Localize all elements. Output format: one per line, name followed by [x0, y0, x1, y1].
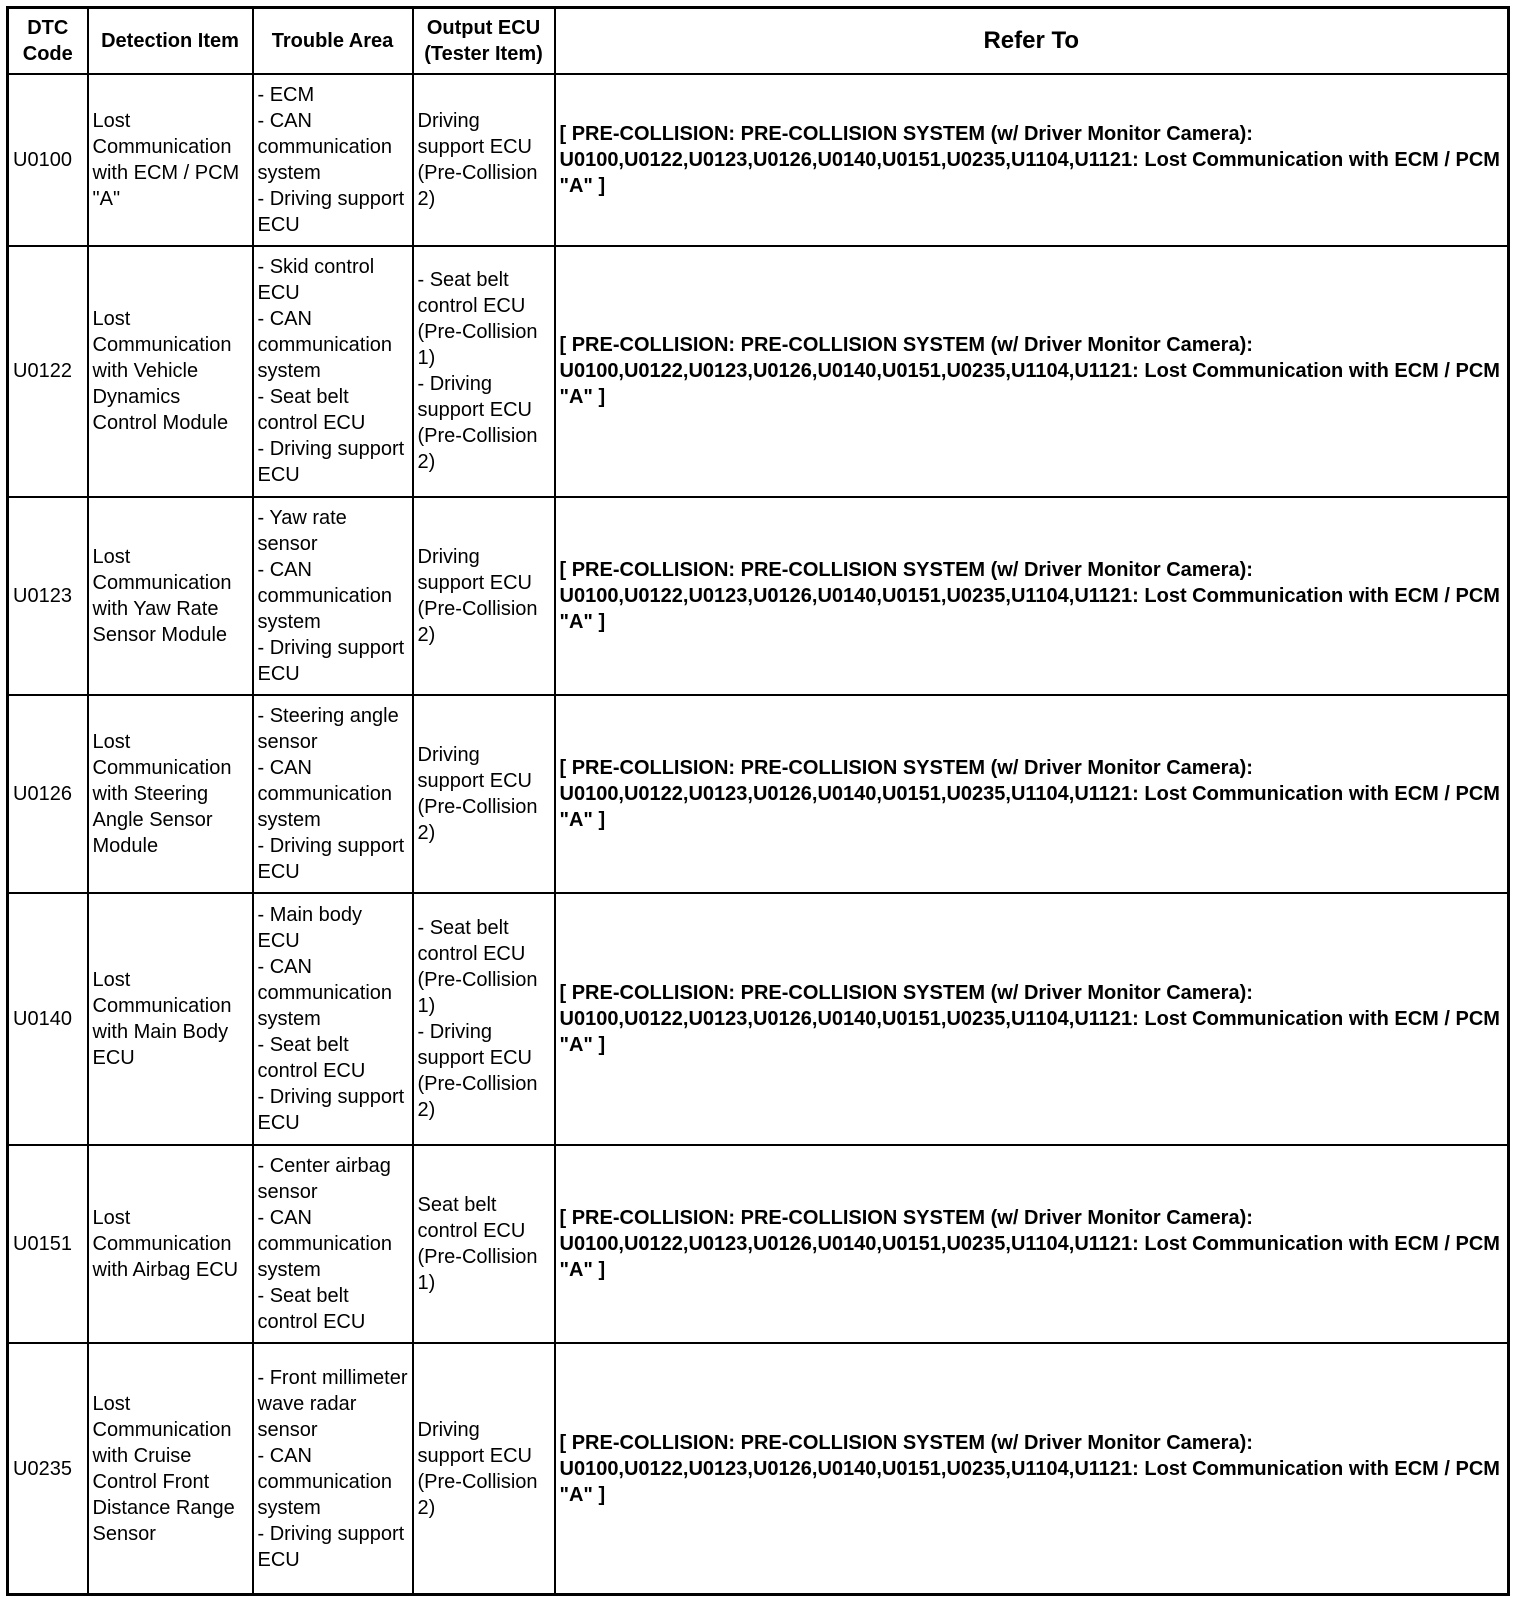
- header-output-ecu: [413, 8, 555, 75]
- output-ecu-cell: [413, 246, 555, 497]
- header-output-ecu-line1: Output ECU: [426, 17, 541, 39]
- trouble-area-item: - Steering angle sensor: [257, 705, 399, 754]
- trouble-area-item: - CAN communication system: [257, 1444, 393, 1519]
- header-dtc-code-line2: Code: [22, 43, 73, 65]
- table-row: [8, 695, 1509, 893]
- dtc-code-cell: U0140: [8, 893, 88, 1144]
- output-ecu-item: Driving support ECU (Pre-Collision 2): [417, 744, 538, 845]
- table-row: [8, 893, 1509, 1144]
- table-row: [8, 246, 1509, 497]
- header-dtc-code: [8, 8, 88, 75]
- trouble-area-item: - CAN communication system: [257, 559, 393, 634]
- trouble-area-item: - Seat belt control ECU: [257, 1034, 366, 1083]
- dtc-code-cell: U0100: [8, 74, 88, 246]
- table-row: [8, 1343, 1509, 1594]
- detection-item-cell: Lost Communication with Main Body ECU: [88, 893, 253, 1144]
- trouble-area-item: - Center airbag sensor: [257, 1154, 391, 1203]
- trouble-area-item: - ECM: [257, 83, 315, 106]
- output-ecu-item: - Seat belt control ECU (Pre-Collision 1): [417, 269, 538, 370]
- refer-to-link[interactable]: [ PRE-COLLISION: PRE-COLLISION SYSTEM (w/ Driver Monitor Camera): U0100,U0122,U0123,U0126,U0140,U0151,U0235,U1104,U1121: Lost Communication with ECM / PCM "A" ]: [555, 497, 1509, 695]
- trouble-area-item: - CAN communication system: [257, 1206, 393, 1281]
- output-ecu-cell: [413, 1343, 555, 1594]
- output-ecu-cell: [413, 1145, 555, 1343]
- table-row: [8, 1145, 1509, 1343]
- trouble-area-cell: [253, 1343, 413, 1594]
- trouble-area-item: - Driving support ECU: [257, 187, 405, 236]
- trouble-area-item: - CAN communication system: [257, 956, 393, 1031]
- detection-item-cell: Lost Communication with ECM / PCM "A": [88, 74, 253, 246]
- trouble-area-item: - Driving support ECU: [257, 835, 405, 884]
- trouble-area-item: - Driving support ECU: [257, 637, 405, 686]
- trouble-area-item: - Driving support ECU: [257, 438, 405, 487]
- output-ecu-item: Driving support ECU (Pre-Collision 2): [417, 109, 538, 210]
- output-ecu-cell: [413, 893, 555, 1144]
- trouble-area-item: - Seat belt control ECU: [257, 386, 366, 435]
- detection-item-cell: Lost Communication with Steering Angle Sensor Module: [88, 695, 253, 893]
- output-ecu-cell: [413, 74, 555, 246]
- dtc-code-cell: U0126: [8, 695, 88, 893]
- header-refer-to: Refer To: [555, 8, 1509, 75]
- output-ecu-item: - Driving support ECU (Pre-Collision 2): [417, 373, 538, 474]
- trouble-area-cell: [253, 1145, 413, 1343]
- output-ecu-cell: [413, 695, 555, 893]
- refer-to-link[interactable]: [ PRE-COLLISION: PRE-COLLISION SYSTEM (w/ Driver Monitor Camera): U0100,U0122,U0123,U0126,U0140,U0151,U0235,U1104,U1121: Lost Communication with ECM / PCM "A" ]: [555, 74, 1509, 246]
- detection-item-cell: Lost Communication with Yaw Rate Sensor Module: [88, 497, 253, 695]
- trouble-area-item: - CAN communication system: [257, 757, 393, 832]
- dtc-table: [6, 6, 1510, 1596]
- dtc-code-cell: U0122: [8, 246, 88, 497]
- output-ecu-item: Driving support ECU (Pre-Collision 2): [417, 1418, 538, 1519]
- trouble-area-cell: [253, 74, 413, 246]
- detection-item-cell: Lost Communication with Vehicle Dynamics Control Module: [88, 246, 253, 497]
- trouble-area-item: - Seat belt control ECU: [257, 1284, 366, 1333]
- trouble-area-item: - Front millimeter wave radar sensor: [257, 1366, 408, 1441]
- header-detection-item: Detection Item: [88, 8, 253, 75]
- trouble-area-cell: [253, 695, 413, 893]
- refer-to-link[interactable]: [ PRE-COLLISION: PRE-COLLISION SYSTEM (w/ Driver Monitor Camera): U0100,U0122,U0123,U0126,U0140,U0151,U0235,U1104,U1121: Lost Communication with ECM / PCM "A" ]: [555, 1343, 1509, 1594]
- table-row: [8, 74, 1509, 246]
- dtc-code-cell: U0235: [8, 1343, 88, 1594]
- detection-item-cell: Lost Communication with Cruise Control Front Distance Range Sensor: [88, 1343, 253, 1594]
- refer-to-link[interactable]: [ PRE-COLLISION: PRE-COLLISION SYSTEM (w/ Driver Monitor Camera): U0100,U0122,U0123,U0126,U0140,U0151,U0235,U1104,U1121: Lost Communication with ECM / PCM "A" ]: [555, 893, 1509, 1144]
- trouble-area-cell: [253, 893, 413, 1144]
- header-trouble-area: Trouble Area: [253, 8, 413, 75]
- table-row: [8, 497, 1509, 695]
- output-ecu-cell: [413, 497, 555, 695]
- output-ecu-item: Driving support ECU (Pre-Collision 2): [417, 546, 538, 647]
- output-ecu-item: - Seat belt control ECU (Pre-Collision 1): [417, 917, 538, 1018]
- trouble-area-item: - CAN communication system: [257, 109, 393, 184]
- dtc-code-cell: U0151: [8, 1145, 88, 1343]
- trouble-area-item: - Yaw rate sensor: [257, 507, 347, 556]
- header-dtc-code-line1: DTC: [27, 17, 69, 39]
- output-ecu-item: - Driving support ECU (Pre-Collision 2): [417, 1021, 538, 1122]
- refer-to-link[interactable]: [ PRE-COLLISION: PRE-COLLISION SYSTEM (w/ Driver Monitor Camera): U0100,U0122,U0123,U0126,U0140,U0151,U0235,U1104,U1121: Lost Communication with ECM / PCM "A" ]: [555, 1145, 1509, 1343]
- trouble-area-item: - Driving support ECU: [257, 1522, 405, 1571]
- trouble-area-item: - Skid control ECU: [257, 256, 375, 305]
- trouble-area-item: - Driving support ECU: [257, 1086, 405, 1135]
- refer-to-link[interactable]: [ PRE-COLLISION: PRE-COLLISION SYSTEM (w/ Driver Monitor Camera): U0100,U0122,U0123,U0126,U0140,U0151,U0235,U1104,U1121: Lost Communication with ECM / PCM "A" ]: [555, 695, 1509, 893]
- refer-to-link[interactable]: [ PRE-COLLISION: PRE-COLLISION SYSTEM (w/ Driver Monitor Camera): U0100,U0122,U0123,U0126,U0140,U0151,U0235,U1104,U1121: Lost Communication with ECM / PCM "A" ]: [555, 246, 1509, 497]
- trouble-area-item: - Main body ECU: [257, 904, 362, 953]
- trouble-area-item: - CAN communication system: [257, 308, 393, 383]
- header-output-ecu-line2: (Tester Item): [424, 43, 543, 65]
- header-row: [8, 8, 1509, 75]
- dtc-code-cell: U0123: [8, 497, 88, 695]
- trouble-area-cell: [253, 246, 413, 497]
- trouble-area-cell: [253, 497, 413, 695]
- output-ecu-item: Seat belt control ECU (Pre-Collision 1): [417, 1193, 538, 1294]
- detection-item-cell: Lost Communication with Airbag ECU: [88, 1145, 253, 1343]
- dtc-table-body: [8, 74, 1509, 1595]
